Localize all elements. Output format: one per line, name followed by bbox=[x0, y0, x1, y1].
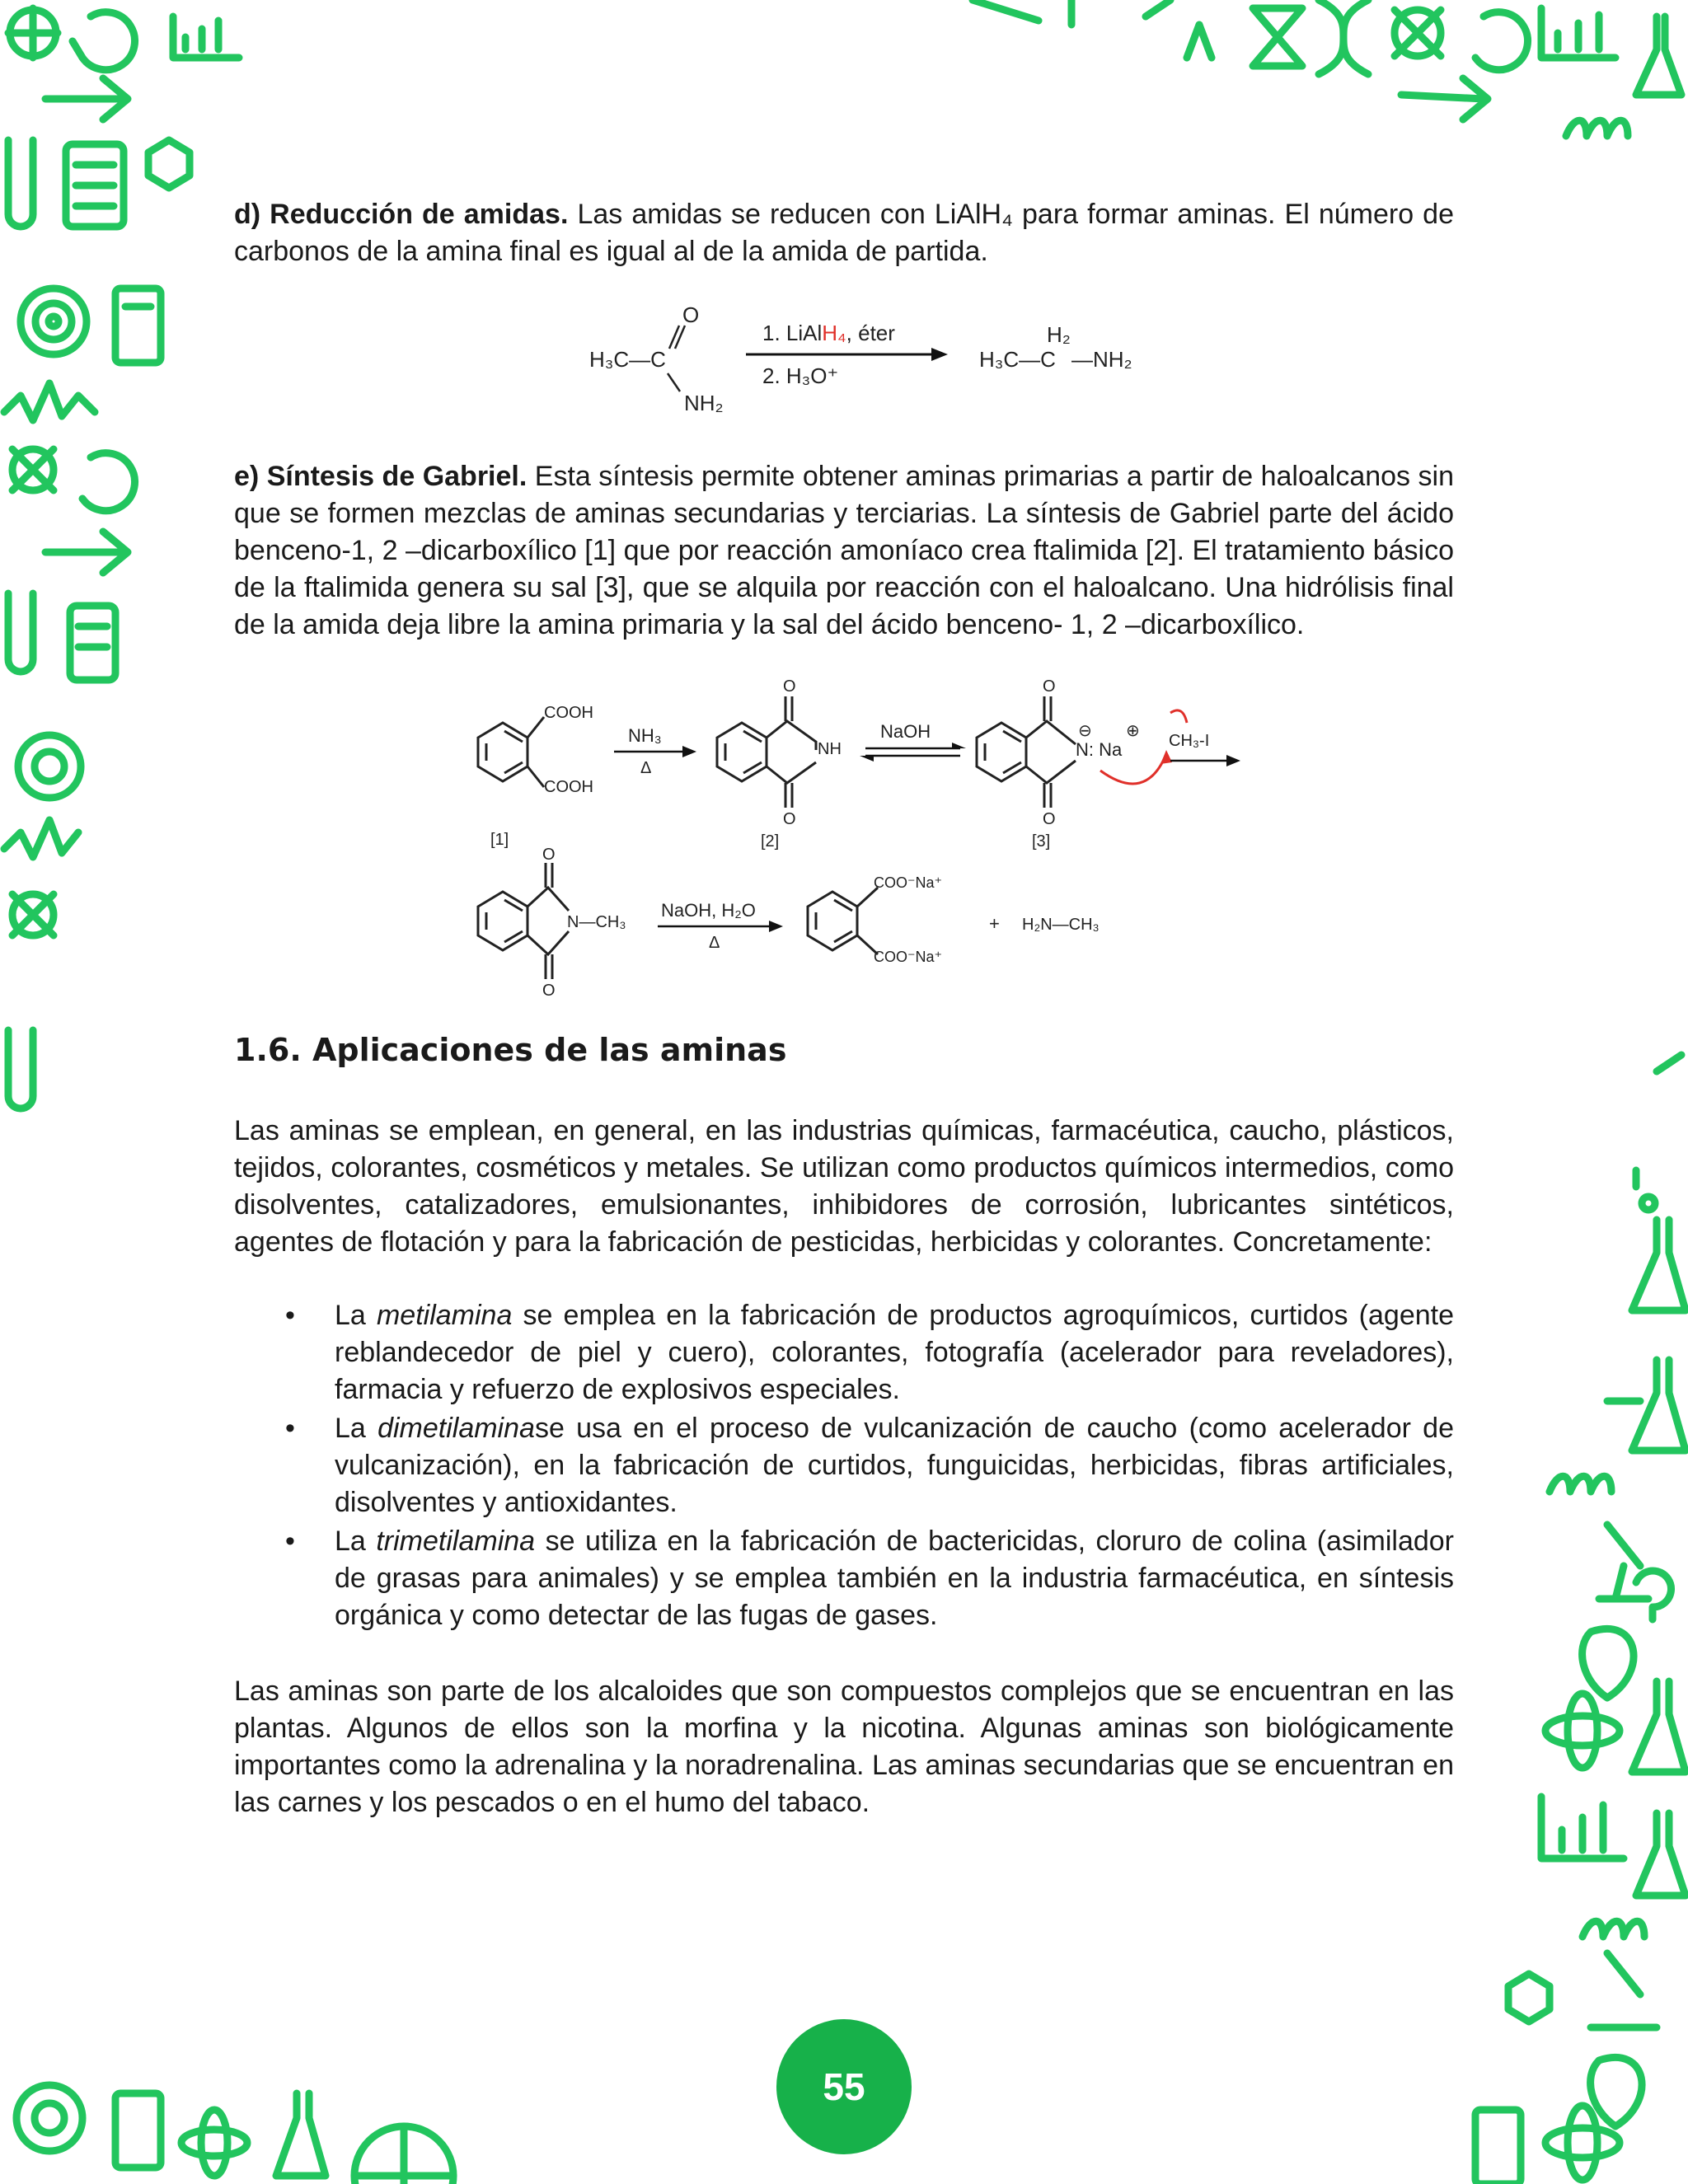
compound-label-2: [2] bbox=[761, 832, 780, 851]
molecule-icon bbox=[1395, 10, 1441, 56]
arrow-icon bbox=[1401, 78, 1488, 120]
leaf-icon bbox=[1591, 2057, 1642, 2126]
section-heading: 1.6. Aplicaciones de las aminas bbox=[234, 1032, 787, 1068]
flask-icon bbox=[1636, 16, 1681, 95]
bar-chart-icon bbox=[1541, 8, 1615, 58]
term: trimetilamina bbox=[376, 1526, 536, 1557]
naoh-label: NaOH bbox=[880, 721, 931, 742]
o-4-top: O bbox=[542, 846, 556, 864]
n-na-label: N: Na bbox=[1076, 739, 1123, 760]
book-icon bbox=[1475, 2110, 1521, 2184]
cooh-bottom: COOH bbox=[544, 778, 593, 796]
delta-label-1: Δ bbox=[640, 759, 652, 777]
ch3i-label: CH₃-I bbox=[1169, 732, 1210, 750]
flask-icon bbox=[276, 2093, 326, 2176]
calculator-icon bbox=[66, 144, 124, 227]
atom-icon bbox=[1545, 2106, 1620, 2180]
atom-icon bbox=[1545, 1694, 1620, 1768]
reactant-oxygen: O bbox=[682, 302, 700, 327]
recycle-icon bbox=[82, 453, 135, 511]
question-icon bbox=[1636, 1571, 1671, 1619]
list-item: • La trimetilamina se utiliza en la fabricación de bactericidas, cloruro de colina (asimilador de grasas para animales) y se emplea también en la industria farmacéutica, en síntesis orgánica y como detectar de las fugas de gases. bbox=[234, 1523, 1454, 1634]
arrow-icon bbox=[45, 532, 128, 573]
bullet-dot: • bbox=[285, 1413, 295, 1444]
flask-icon bbox=[1607, 1360, 1686, 1451]
target-icon bbox=[16, 2085, 82, 2151]
bar-chart-icon bbox=[1541, 1797, 1624, 1858]
flask-icon bbox=[1632, 1681, 1686, 1772]
reactant-left: H₃C—C bbox=[589, 347, 666, 372]
product-h2: H₂ bbox=[1047, 322, 1071, 347]
double-bond bbox=[669, 326, 679, 349]
section-e-title: e) Síntesis de Gabriel. bbox=[234, 461, 528, 492]
delta-label-2: Δ bbox=[709, 934, 720, 952]
microscope-icon bbox=[1591, 1953, 1657, 2027]
list-item: • La metilamina se emplea en la fabricación de productos agroquímicos, curtidos (agente reblandecedor de piel y cuero), colorantes, fotografía (acelerador para reveladores), farmacia y refuerzo de explosivos especiales. bbox=[234, 1297, 1454, 1408]
wave-icon bbox=[4, 820, 78, 857]
amine-uses-list bbox=[234, 1297, 1454, 1634]
coona-bottom: COO⁻Na⁺ bbox=[874, 949, 943, 965]
closing-paragraph: Las aminas son parte de los alcaloides que son compuestos complejos que se encuentran en las plantas. Algunos de ellos son la morfina y la nicotina. Algunas aminas son biológicamente importantes como la adrenalina y la noradrenalina. Las aminas secundarias que se encuentran en las carnes y los pescados o en el humo del tabaco. bbox=[234, 1675, 1454, 1818]
molecule-icon bbox=[12, 894, 54, 935]
pencil-icon bbox=[973, 0, 1212, 58]
flask-icon bbox=[8, 8, 58, 58]
spring-icon bbox=[1566, 120, 1628, 136]
section-d-paragraph bbox=[234, 196, 1454, 270]
o-2-top: O bbox=[783, 677, 796, 696]
test-tube-icon bbox=[8, 1030, 33, 1108]
wave-icon bbox=[4, 383, 95, 420]
nh-label: NH bbox=[818, 740, 842, 758]
recycle-icon bbox=[73, 12, 135, 70]
n-ch3-label: N—CH₃ bbox=[567, 913, 626, 931]
section-d-title: d) Reducción de amidas. bbox=[234, 199, 569, 230]
molecule-icon bbox=[12, 449, 54, 490]
compound-label-3: [3] bbox=[1032, 832, 1051, 851]
spring-icon bbox=[1582, 1921, 1644, 1937]
target-icon bbox=[18, 735, 81, 798]
leaving-arrow bbox=[1170, 710, 1187, 723]
minus-charge: ⊖ bbox=[1078, 722, 1092, 740]
nh3-label: NH₃ bbox=[628, 725, 662, 746]
test-tube-icon bbox=[8, 593, 33, 672]
bullet-dot: • bbox=[285, 1300, 295, 1331]
microscope-icon bbox=[1599, 1525, 1648, 1599]
methylamine-label: H₂N—CH₃ bbox=[1022, 916, 1100, 934]
coona-top: COO⁻Na⁺ bbox=[874, 874, 943, 891]
sandglass-icon bbox=[1253, 8, 1302, 66]
amide-reduction-scheme bbox=[577, 301, 1154, 420]
o-3-top: O bbox=[1043, 677, 1056, 696]
globe-icon bbox=[354, 2126, 453, 2184]
reactant-nh2: NH₂ bbox=[684, 391, 724, 415]
term: metilamina bbox=[376, 1300, 513, 1331]
dna-icon bbox=[1319, 0, 1368, 74]
bar-chart-icon bbox=[173, 16, 239, 58]
book-icon bbox=[115, 288, 161, 363]
step-2-label: 2. H₃O⁺ bbox=[762, 363, 839, 388]
test-tube-icon bbox=[8, 140, 33, 227]
flask-icon bbox=[1636, 1055, 1681, 1187]
atom-icon bbox=[181, 2110, 247, 2176]
plus-charge: ⊕ bbox=[1126, 722, 1140, 740]
o-4-bottom: O bbox=[542, 982, 556, 1000]
recycle-icon bbox=[1475, 12, 1528, 70]
arrow-icon bbox=[45, 78, 128, 120]
product-right: —NH₂ bbox=[1071, 347, 1132, 372]
single-bond bbox=[668, 373, 680, 391]
page-number-badge: 55 bbox=[776, 2019, 912, 2154]
section-e-paragraph bbox=[234, 458, 1454, 644]
list-item: • La dimetilaminase usa en el proceso de vulcanización de caucho (como acelerador de vulcanización), en la fabricación de curtidos, funguicidas, herbicidas, fibras artificiales, disolventes y antioxidantes. bbox=[234, 1410, 1454, 1521]
cooh-top: COOH bbox=[544, 704, 593, 722]
section-e-text: Esta síntesis permite obtener aminas primarias a partir de haloalcanos sin que se formen mezclas de aminas secundarias y terciarias. La síntesis de Gabriel parte del ácido benceno-1, 2 –dicarboxílico [1] que por reacción amoníaco crea ftalimida [2]. El tratamiento básico de la ftalimida genera su sal [3], que se alquila por reacción con el haloalcano. Una hidrólisis final de la amida deja libre la amina primaria y la sal del ácido benceno- 1, 2 –dicarboxílico. bbox=[234, 461, 1454, 640]
intro-paragraph: Las aminas se emplean, en general, en las industrias químicas, farmacéutica, caucho, plásticos, tejidos, colorantes, cosméticos y metales. Se utilizan como productos químicos intermedios, como disolventes, catalizadores, emulsionantes, inhibidores de corrosión, lubricantes sintéticos, agentes de flotación y para la fabricación de pesticidas, herbicidas y colorantes. Concretamente: bbox=[234, 1115, 1454, 1258]
compound-label-1: [1] bbox=[490, 831, 509, 849]
leaf-icon bbox=[1582, 1629, 1634, 1698]
step-1-label: 1. LiAlH₄, éter bbox=[762, 321, 895, 345]
flask-icon bbox=[1632, 1197, 1686, 1310]
naoh-h2o-label: NaOH, H₂O bbox=[661, 900, 756, 921]
bullet-dot: • bbox=[285, 1526, 295, 1557]
o-3-bottom: O bbox=[1043, 810, 1056, 828]
calculator-icon bbox=[70, 606, 115, 680]
section-d-text: Las amidas se reducen con LiAlH₄ para formar aminas. El número de carbonos de la amina final es igual al de la amida de partida. bbox=[234, 199, 1454, 267]
target-icon bbox=[21, 288, 87, 354]
plus-sign: + bbox=[989, 913, 1000, 934]
product-left: H₃C—C bbox=[979, 347, 1056, 372]
book-icon bbox=[115, 2093, 161, 2168]
arrow-head bbox=[931, 348, 948, 361]
o-2-bottom: O bbox=[783, 810, 796, 828]
hexagon-icon bbox=[148, 140, 190, 188]
gabriel-synthesis-scheme bbox=[445, 672, 1253, 1001]
term: dimetilamina bbox=[377, 1413, 535, 1444]
hexagon-icon bbox=[1508, 1974, 1550, 2022]
flask-icon bbox=[1636, 1813, 1686, 1896]
spring-icon bbox=[1550, 1476, 1611, 1492]
